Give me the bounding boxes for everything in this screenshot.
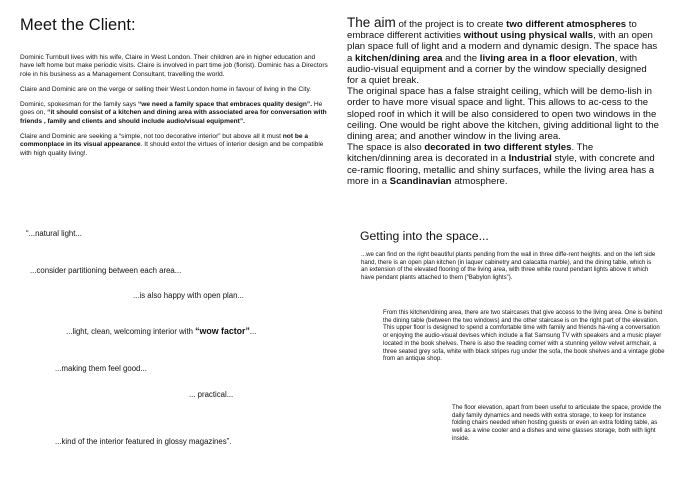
ceiling-paragraph: The original space has a false straight ceiling, which will be demo-lish in order to have more visual space and light. This allows to ac-cess to the sloped roof in which it will be also considered to open two windows in the ceiling. One would be right above the kitchen, giving additional light to the dining area; and another window in the living area.	[347, 86, 659, 143]
quote-open-plan: ...is also happy with open plan...	[133, 291, 244, 300]
meet-client-title: Meet the Client:	[20, 16, 136, 34]
project-aim: The aim of the project is to create two different atmospheres to embrace different activities without using physical walls, with an open plan space full of light and a modern and dynamic design. The space has a kitchen/dining area and the living area in a floor elevation, with audio-visual equipment and a corner by the window specially designed for a quiet break. The original space has a false straight ceiling, which will be demo-lish in order to have more visual space and light. This allows to ac-cess to the sloped roof in which it will be also considered to open two windows in the ceiling. One would be right above the kitchen, giving additional light to the dining area; and another window in the living area. The space is also decorated in two different styles. The kitchen/dinning area is decorated in a Industrial style, with concrete and ce-ramic flooring, metallic and shiny surfaces, while the living area has a more in a Scandinavian atmosphere.	[347, 15, 659, 187]
quote-natural-light: “...natural light...	[26, 229, 82, 238]
getting-into-space-title: Getting into the space...	[360, 229, 489, 243]
space-paragraph-1: ...we can find on the right beautiful plants pending from the wall in three diffe-rent heights. and on the left side hand, there is an open plan kitchen (in laquer cabinetry and calacatta marble), and the dining table, which is an extension of the elevated flooring of the living area, with three white round pendant lights above it which have pendant plants attached to them (“Babylon lights”).	[361, 251, 656, 282]
client-paragraph-4: Claire and Dominic are seeking a “simple, not too decorative interior” but above all it must not be a commonplace in its visual appearance. It should extol the virtues of interior design and be compatible with high quality living!.	[20, 133, 324, 157]
quote-glossy-magazines: ...kind of the interior featured in glossy magazines”.	[55, 437, 232, 446]
quote-feel-good: ...making them feel good...	[55, 364, 147, 373]
quote-partitioning: ...consider partitioning between each area...	[30, 266, 182, 275]
quote-practical: ... practical...	[189, 390, 234, 399]
space-paragraph-2: From this kitchen/dining area, there are two staircases that give access to the living area. One is behind the dining table (between the two windows) and the other staircase is on the right part of the elevation. This upper floor is designed to spend a comfortable time with family and friends ha-ving a conversation or enjoying the audio-visual devises which include a flat Samsung TV with speakers and a music player located in the book shelves. There is also the reading corner with a stunning yellow velvet armchair, a three seated grey sofa, white with black stripes rug under the sofa, the book shelves and a vintage globe from an antique shop.	[383, 309, 665, 363]
client-paragraph-3: Dominic, spokesman for the family says “we need a family space that embraces quality design”. He goes on, “it should consist of a kitchen and dining area with associated area for conversation with friends , family and clients and should include audio/visual equipment”.	[20, 101, 327, 125]
space-paragraph-3: The floor elevation, apart from been useful to articulate the space, provide the daily family dynamics and needs with extra storage, to keep for instance folding chairs needed when hosting guests or even an extra folding table, as well as a wine cooler and a dishes and wine glasses storage, both with light inside.	[452, 404, 662, 442]
quote-wow-factor: ...light, clean, welcoming interior with “wow factor”...	[66, 326, 257, 336]
client-paragraph-1: Dominic Turnbull lives with his wife, Claire in West London. Their children are in higher education and have left home but make periodic visits. Claire is involved in part time job (florist). Dominic has a Directors role in his business as a Management Consultant, travelling the world.	[20, 54, 328, 78]
client-description	[20, 54, 328, 165]
client-paragraph-2: Claire and Dominic are on the verge or selling their West London home in favour of living in the City.	[20, 85, 312, 93]
